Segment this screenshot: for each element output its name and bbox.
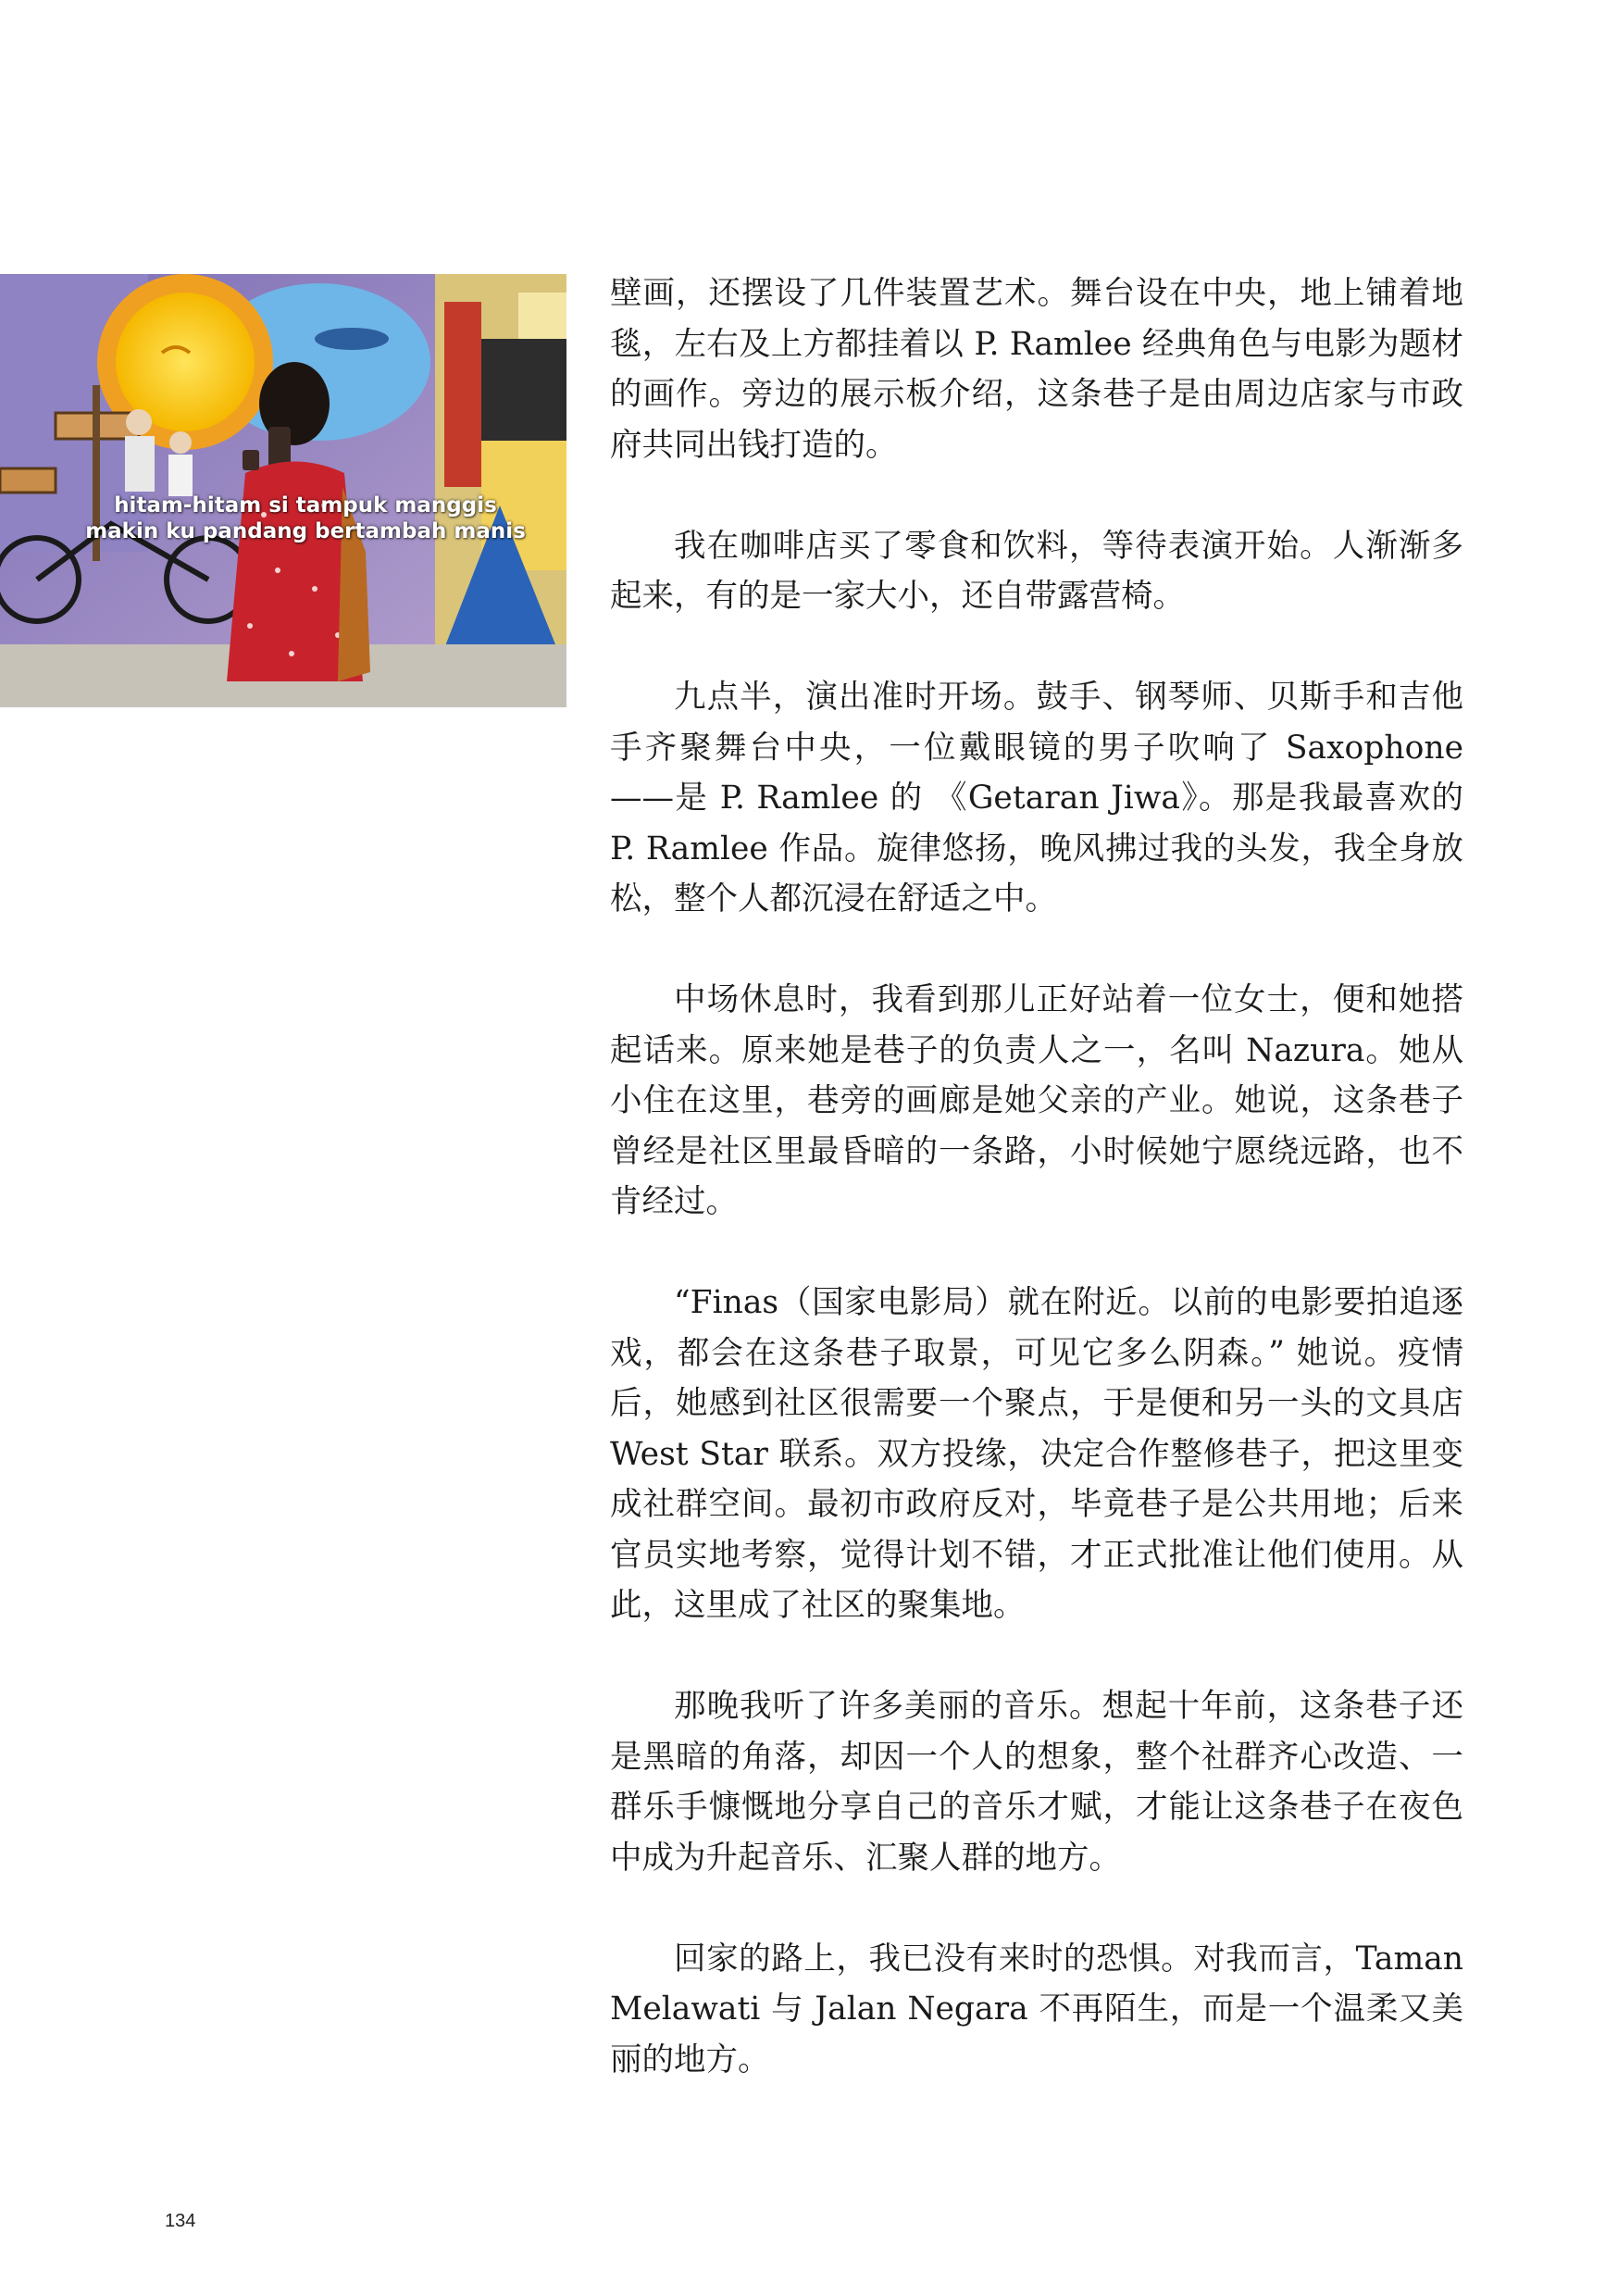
- page-number: 134: [165, 2211, 196, 2231]
- paragraph-2: 我在咖啡店买了零食和饮料，等待表演开始。人渐渐多起来，有的是一家大小，还自带露营椅。: [610, 527, 1463, 615]
- caption-line-2: makin ku pandang bertambah manis: [85, 519, 526, 543]
- paragraph-6: 那晚我听了许多美丽的音乐。想起十年前，这条巷子还是黑暗的角落，却因一个人的想象，整个社群齐心改造、一群乐手慷慨地分享自己的音乐才赋，才能让这条巷子在夜色中成为升起音乐、汇聚人群的地方。: [610, 1688, 1463, 1877]
- mural-illustration: [0, 274, 566, 707]
- article-body: [610, 268, 1463, 2136]
- paragraph-3: 九点半，演出准时开场。鼓手、钢琴师、贝斯手和吉他手齐聚舞台中央，一位戴眼镜的男子吹响了 Saxophone——是 P. Ramlee 的 《Getaran Jiwa》。那是我最喜欢的 P. Ramlee 作品。旋律悠扬，晚风拂过我的头发，我全身放松，整个人都沉浸在舒适之中。: [610, 679, 1463, 917]
- mural-photo: [0, 274, 566, 707]
- paragraph-5: “Finas（国家电影局）就在附近。以前的电影要拍追逐戏，都会在这条巷子取景，可见它多么阴森。” 她说。疫情后，她感到社区很需要一个聚点，于是便和另一头的文具店 West Star 联系。双方投缘，决定合作整修巷子，把这里变成社群空间。最初市政府反对，毕竟巷子是公共用地；后来官员实地考察，觉得计划不错，才正式批准让他们使用。从此，这里成了社区的聚集地。: [610, 1284, 1463, 1624]
- paragraph-4: 中场休息时，我看到那儿正好站着一位女士，便和她搭起话来。原来她是巷子的负责人之一，名叫 Nazura。她从小住在这里，巷旁的画廊是她父亲的产业。她说，这条巷子曾经是社区里最昏暗的一条路，小时候她宁愿绕远路，也不肯经过。: [610, 981, 1463, 1220]
- paragraph-1: 壁画，还摆设了几件装置艺术。舞台设在中央，地上铺着地毯，左右及上方都挂着以 P. Ramlee 经典角色与电影为题材的画作。旁边的展示板介绍，这条巷子是由周边店家与市政府共同出钱打造的。: [610, 275, 1463, 464]
- paragraph-7: 回家的路上，我已没有来时的恐惧。对我而言，Taman Melawati 与 Jalan Negara 不再陌生，而是一个温柔又美丽的地方。: [610, 1940, 1463, 2078]
- photo-caption: [83, 493, 528, 544]
- caption-line-1: hitam-hitam si tampuk manggis: [114, 493, 497, 518]
